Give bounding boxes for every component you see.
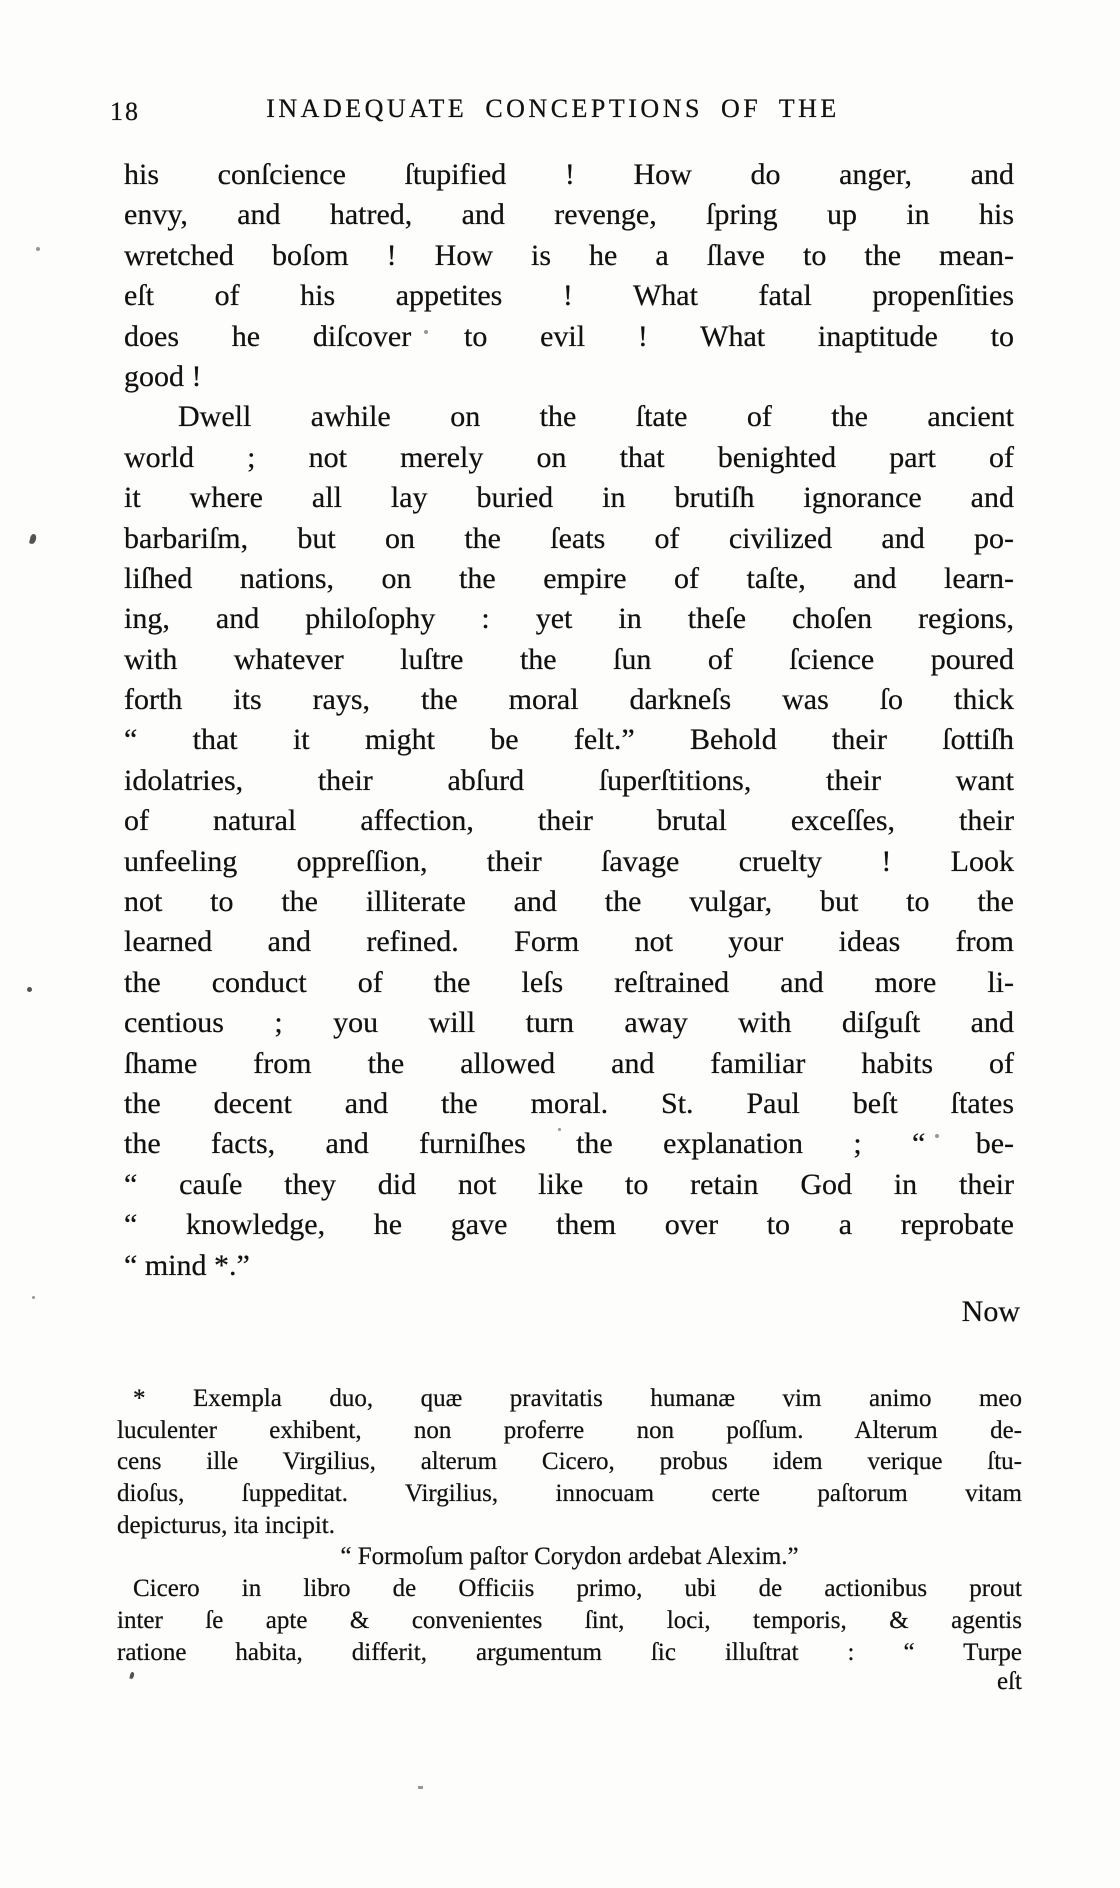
scan-speck	[27, 987, 32, 992]
text-line: does he diſcover to evil ! What inaptitude to	[124, 319, 1014, 353]
page-number: 18	[110, 97, 140, 126]
text-line: envy, and hatred, and revenge, ſpring up in his	[124, 198, 1014, 232]
text-line: not to the illiterate and the vulgar, but to the	[124, 885, 1014, 919]
footnote-line: ratione habita, differit, argumentum ſic illuſtrat : “ Turpe	[117, 1638, 1022, 1666]
scan-speck	[32, 1296, 35, 1299]
footnote-line: luculenter exhibent, non proferre non poſſum. Alterum de-	[117, 1416, 1022, 1444]
scan-speck	[558, 1128, 561, 1131]
catchword-now: Now	[961, 1295, 1020, 1328]
scan-speck	[744, 332, 748, 336]
text-line: good !	[124, 359, 202, 393]
running-title: INADEQUATE CONCEPTIONS OF THE	[266, 94, 840, 123]
text-line: it where all lay buried in brutiſh ignorance and	[124, 481, 1014, 515]
text-line: ſhame from the allowed and familiar habits of	[124, 1046, 1014, 1080]
footnote-line: * Exempla duo, quæ pravitatis humanæ vim animo meo	[133, 1385, 1022, 1412]
text-line: wretched boſom ! How is he a ſlave to the mean-	[124, 238, 1014, 272]
footnote-line: depicturus, ita incipit.	[117, 1511, 336, 1539]
scan-speck	[424, 330, 428, 334]
text-line: learned and refined. Form not your ideas from	[124, 925, 1014, 959]
main-text	[124, 155, 1014, 1286]
footnote-line: “ Formoſum paſtor Corydon ardebat Alexim.”	[340, 1543, 799, 1571]
text-line: Dwell awhile on the ſtate of the ancient	[178, 400, 1014, 434]
text-line: his conſcience ſtupified ! How do anger, and	[124, 158, 1014, 191]
text-line: the conduct of the leſs reſtrained and more li-	[124, 965, 1014, 999]
text-line: liſhed nations, on the empire of taſte, and learn-	[124, 561, 1014, 595]
text-line: “ mind *.”	[124, 1248, 250, 1282]
page-header	[110, 94, 1014, 128]
text-line: centious ; you will turn away with diſguſt and	[124, 1006, 1014, 1040]
text-line: world ; not merely on that benighted part of	[124, 440, 1014, 474]
text-line: “ knowledge, he gave them over to a reprobate	[124, 1208, 1014, 1242]
scan-speck	[36, 247, 40, 251]
text-line: eſt of his appetites ! What fatal propenſities	[124, 279, 1014, 313]
catchword-est: eſt	[997, 1668, 1022, 1695]
scan-speck	[29, 533, 37, 544]
scan-speck	[418, 1786, 423, 1789]
footnote-line: inter ſe apte & convenientes ſint, loci, temporis, & agentis	[117, 1606, 1022, 1634]
footnote	[117, 1383, 1022, 1668]
text-line: “ that it might be felt.” Behold their ſottiſh	[124, 723, 1014, 757]
text-line: “ cauſe they did not like to retain God in their	[124, 1167, 1014, 1201]
text-line: of natural affection, their brutal exceſſes, their	[124, 804, 1014, 838]
scan-speck	[935, 1134, 939, 1138]
text-line: ing, and philoſophy : yet in theſe choſen regions,	[124, 602, 1014, 636]
text-line: unfeeling oppreſſion, their ſavage cruelty ! Look	[124, 844, 1014, 878]
text-line: forth its rays, the moral darkneſs was ſo thick	[124, 683, 1014, 717]
text-line: idolatries, their abſurd ſuperſtitions, their want	[124, 763, 1014, 797]
text-line: the decent and the moral. St. Paul beſt ſtates	[124, 1086, 1014, 1120]
footnote-line: cens ille Virgilius, alterum Cicero, probus idem verique ſtu-	[117, 1448, 1022, 1476]
text-line: the facts, and furniſhes the explanation ; “ be-	[124, 1127, 1014, 1161]
text-line: with whatever luſtre the ſun of ſcience poured	[124, 642, 1014, 676]
footnote-line: dioſus, ſuppeditat. Virgilius, innocuam certe paſtorum vitam	[117, 1480, 1022, 1508]
text-line: barbariſm, but on the ſeats of civilized and po-	[124, 521, 1014, 555]
footnote-line: Cicero in libro de Officiis primo, ubi de actionibus prout	[133, 1575, 1022, 1603]
